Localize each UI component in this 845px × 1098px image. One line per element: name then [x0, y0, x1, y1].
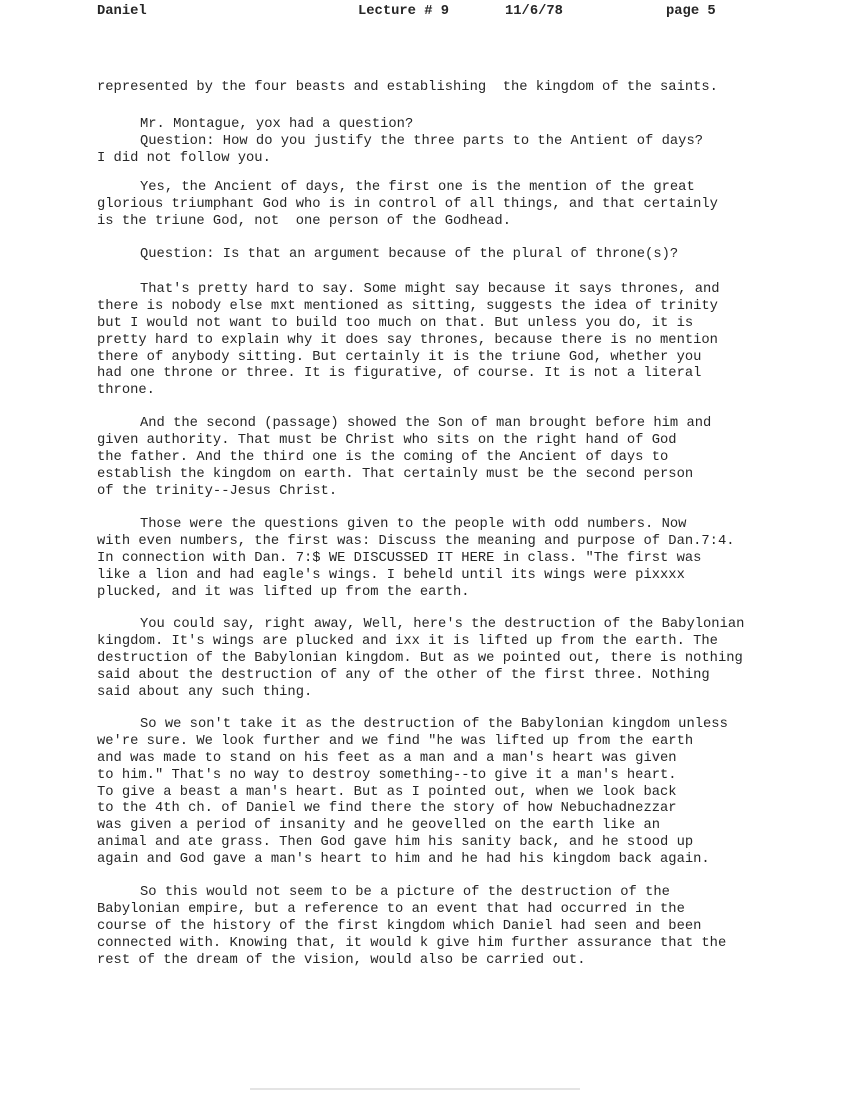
text-line: destruction of the Babylonian kingdom. But as we pointed out, there is nothing: [97, 650, 743, 666]
text-line: but I would not want to build too much on that. But unless you do, it is: [97, 315, 694, 331]
text-line: glorious triumphant God who is in control of all things, and that certainly: [97, 196, 718, 212]
paragraph: [97, 885, 726, 969]
text-line: said about the destruction of any of the other of the first three. Nothing: [97, 667, 710, 683]
text-line: with even numbers, the first was: Discuss the meaning and purpose of Dan.7:4.: [97, 533, 735, 549]
text-line: kingdom. It's wings are plucked and ixx it is lifted up from the earth. The: [97, 633, 718, 649]
text-line: Yes, the Ancient of days, the first one is the mention of the great: [140, 180, 695, 195]
paragraph: [97, 117, 413, 134]
text-line: establish the kingdom on earth. That certainly must be the second person: [97, 466, 694, 482]
text-line: and was made to stand on his feet as a man and a man's heart was given: [97, 750, 677, 766]
text-line: I did not follow you.: [97, 150, 271, 166]
text-line: pretty hard to explain why it does say thrones, because there is no mention: [97, 332, 718, 348]
text-line: course of the history of the first kingdom which Daniel had seen and been: [97, 918, 702, 934]
text-line: So this would not seem to be a picture of the destruction of the: [140, 885, 670, 900]
text-line: Those were the questions given to the people with odd numbers. Now: [140, 517, 687, 532]
text-line: Mr. Montague, yox had a question?: [140, 117, 414, 132]
text-line: So we son't take it as the destruction of the Babylonian kingdom unless: [140, 717, 728, 732]
header-page: page 5: [666, 4, 716, 19]
text-line: Babylonian empire, but a reference to an event that had occurred in the: [97, 901, 685, 917]
text-line: there of anybody sitting. But certainly it is the triune God, whether you: [97, 349, 702, 365]
text-line: the father. And the third one is the coming of the Ancient of days to: [97, 449, 669, 465]
paragraph: [97, 717, 728, 869]
text-line: like a lion and had eagle's wings. I beheld until its wings were pixxxx: [97, 567, 685, 583]
text-line: again and God gave a man's heart to him and he had his kingdom back again.: [97, 852, 710, 868]
paragraph: [97, 282, 720, 400]
paragraph: [97, 416, 711, 500]
text-line: And the second (passage) showed the Son of man brought before him and: [140, 416, 712, 431]
text-line: said about any such thing.: [97, 684, 313, 700]
paragraph: [97, 517, 735, 601]
text-line: You could say, right away, Well, here's the destruction of the Babylonian: [140, 617, 745, 632]
text-line: To give a beast a man's heart. But as I pointed out, when we look back: [97, 784, 677, 800]
paragraph: [97, 80, 718, 97]
text-line: was given a period of insanity and he geovelled on the earth like an: [97, 818, 661, 834]
text-line: to him." That's no way to destroy something--to give it a man's heart.: [97, 767, 677, 783]
paragraph: [97, 247, 678, 264]
text-line: is the triune God, not one person of the Godhead.: [97, 213, 511, 229]
paragraph: [97, 617, 744, 701]
text-line: of the trinity--Jesus Christ.: [97, 483, 338, 499]
header-title: Daniel: [97, 4, 147, 19]
paragraph: [97, 180, 718, 231]
text-line: to the 4th ch. of Daniel we find there the story of how Nebuchadnezzar: [97, 801, 677, 817]
text-line: That's pretty hard to say. Some might say because it says thrones, and: [140, 282, 720, 297]
text-line: throne.: [97, 383, 155, 399]
text-line: had one throne or three. It is figurative, of course. It is not a literal: [97, 366, 702, 382]
text-line: plucked, and it was lifted up from the earth.: [97, 584, 470, 600]
text-line: Question: How do you justify the three parts to the Antient of days?: [140, 134, 704, 149]
text-line: Question: Is that an argument because of the plural of throne(s)?: [140, 247, 679, 262]
text-line: we're sure. We look further and we find "he was lifted up from the earth: [97, 733, 694, 749]
text-line: represented by the four beasts and establishing the kingdom of the saints.: [97, 80, 718, 95]
header-lecture: Lecture # 9: [358, 4, 450, 19]
text-line: connected with. Knowing that, it would k give him further assurance that the: [97, 935, 727, 951]
scan-artifact: [250, 1088, 580, 1090]
header-date: 11/6/78: [505, 4, 563, 19]
text-line: In connection with Dan. 7:$ WE DISCUSSED IT HERE in class. "The first was: [97, 550, 702, 566]
text-line: given authority. That must be Christ who sits on the right hand of God: [97, 432, 677, 448]
text-line: rest of the dream of the vision, would also be carried out.: [97, 952, 586, 968]
text-line: there is nobody else mxt mentioned as sitting, suggests the idea of trinity: [97, 298, 718, 314]
paragraph: [97, 134, 703, 168]
text-line: animal and ate grass. Then God gave him his sanity back, and he stood up: [97, 835, 694, 851]
